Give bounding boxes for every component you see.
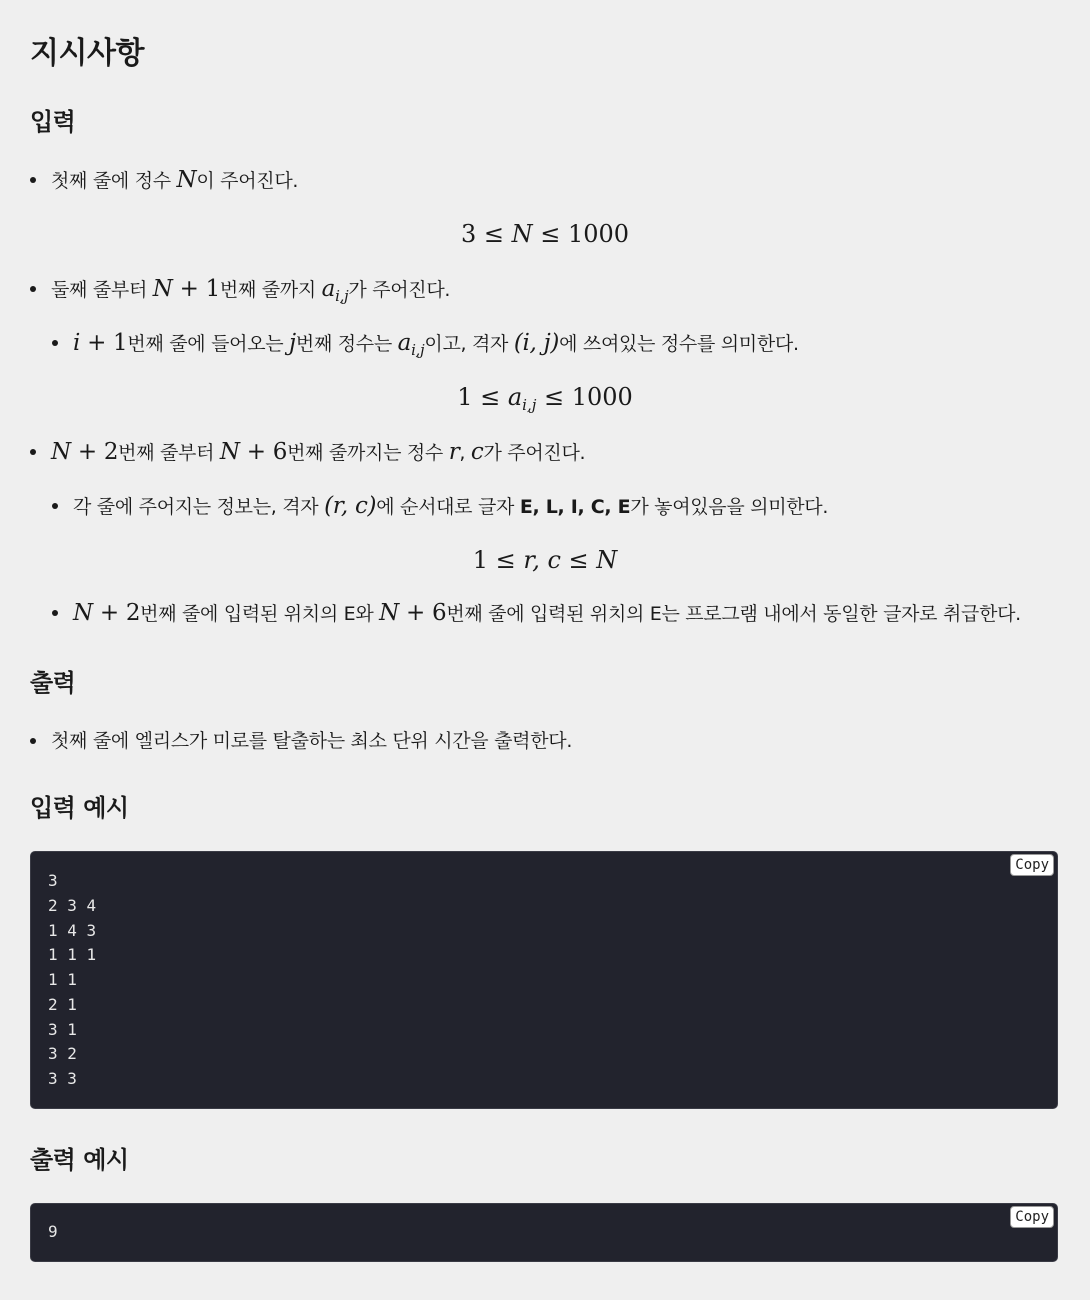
var-n: N <box>219 439 240 465</box>
op-plus-1: + 1 <box>80 330 128 356</box>
copy-button[interactable]: Copy <box>1010 1206 1054 1228</box>
constraint-a-sub: i,j <box>522 396 537 414</box>
input-bullet-1-text: 첫째 줄에 정수 <box>51 170 177 192</box>
output-example-heading: 출력 예시 <box>30 1146 129 1174</box>
input-bullet-3a-t1: 각 줄에 주어지는 정보는, 격자 <box>73 496 325 518</box>
input-section-heading: 입력 <box>30 108 76 136</box>
var-a: a <box>397 330 412 356</box>
constraint-n-left: 3 ≤ <box>460 220 512 248</box>
input-bullet-3a <box>73 492 828 521</box>
constraint-n <box>30 219 1060 249</box>
input-bullet-2a-t1: 번째 줄에 들어오는 <box>127 333 290 355</box>
constraint-n-right: ≤ 1000 <box>532 220 630 248</box>
op-plus-6: + 6 <box>239 439 288 465</box>
output-section-heading: 출력 <box>30 669 76 697</box>
constraint-rc <box>30 545 1060 575</box>
constraint-a-right: ≤ 1000 <box>536 383 633 411</box>
input-example-code: 3 2 3 4 1 4 3 1 1 1 1 1 2 1 3 1 3 2 3 3 <box>48 871 97 1088</box>
input-bullet-1 <box>51 166 298 195</box>
op-plus-1: + 1 <box>172 276 220 302</box>
var-j: j <box>289 330 296 356</box>
pair-rc: (r, c) <box>324 493 377 519</box>
input-bullet-3-t2: 번째 줄까지는 정수 <box>287 442 449 464</box>
sub-ij: i,j <box>411 341 425 359</box>
input-bullet-1-tail: 이 주어진다. <box>196 170 299 192</box>
input-bullet-3 <box>51 438 585 467</box>
var-c: c <box>470 439 484 465</box>
page-title: 지시사항 <box>30 36 144 71</box>
input-bullet-2-tail: 가 주어진다. <box>348 279 451 301</box>
input-example-heading: 입력 예시 <box>30 794 129 822</box>
constraint-n-var: N <box>511 220 533 248</box>
input-bullet-2a-t4: 에 쓰여있는 정수를 의미한다. <box>559 333 799 355</box>
input-bullet-2a <box>73 329 799 364</box>
var-r: r <box>448 439 460 465</box>
letters-elice: E, L, I, C, E <box>519 496 631 518</box>
constraint-rc-vars: r, c <box>523 546 561 574</box>
sub-ij: i,j <box>335 287 349 305</box>
input-bullet-2-lead: 둘째 줄부터 <box>51 279 153 301</box>
input-bullet-3b <box>73 599 1021 628</box>
var-n: N <box>51 439 71 465</box>
input-bullet-2-mid: 번째 줄까지 <box>219 279 322 301</box>
input-bullet-3b-t2: 번째 줄에 입력된 위치의 E는 프로그램 내에서 동일한 글자로 취급한다. <box>446 603 1021 625</box>
input-bullet-3-t1: 번째 줄부터 <box>118 442 220 464</box>
input-bullet-3a-t3: 가 놓여있음을 의미한다. <box>630 496 829 518</box>
var-n: N <box>176 167 197 193</box>
input-bullet-2a-t2: 번째 정수는 <box>295 333 398 355</box>
input-example-codebox <box>30 851 1058 1109</box>
input-bullet-3a-t2: 에 순서대로 글자 <box>376 496 520 518</box>
var-i: i <box>73 330 81 356</box>
constraint-rc-n: N <box>596 546 618 574</box>
constraint-a-left: 1 ≤ <box>457 383 508 411</box>
var-n: N <box>73 600 93 626</box>
pair-ij: (i, j) <box>513 330 560 356</box>
op-plus-2: + 2 <box>70 439 119 465</box>
output-bullet-1 <box>51 727 572 755</box>
constraint-a-var: a <box>507 383 523 411</box>
output-bullet-1-text: 첫째 줄에 엘리스가 미로를 탈출하는 최소 단위 시간을 출력한다. <box>51 730 573 752</box>
op-plus-6: + 6 <box>398 600 447 626</box>
var-n: N <box>152 276 173 302</box>
input-bullet-2a-t3: 이고, 격자 <box>424 333 514 355</box>
output-example-code: 9 <box>48 1222 58 1241</box>
constraint-a <box>30 382 1060 420</box>
comma: , <box>459 442 471 464</box>
var-a: a <box>321 276 336 302</box>
constraint-rc-mid: ≤ <box>560 546 597 574</box>
output-example-codebox <box>30 1203 1058 1262</box>
input-bullet-2 <box>51 275 450 310</box>
input-bullet-3-tail: 가 주어진다. <box>483 442 586 464</box>
input-bullet-3b-t1: 번째 줄에 입력된 위치의 E와 <box>140 603 380 625</box>
op-plus-2: + 2 <box>92 600 141 626</box>
var-n: N <box>379 600 399 626</box>
constraint-rc-left: 1 ≤ <box>472 546 524 574</box>
copy-button[interactable]: Copy <box>1010 854 1054 876</box>
